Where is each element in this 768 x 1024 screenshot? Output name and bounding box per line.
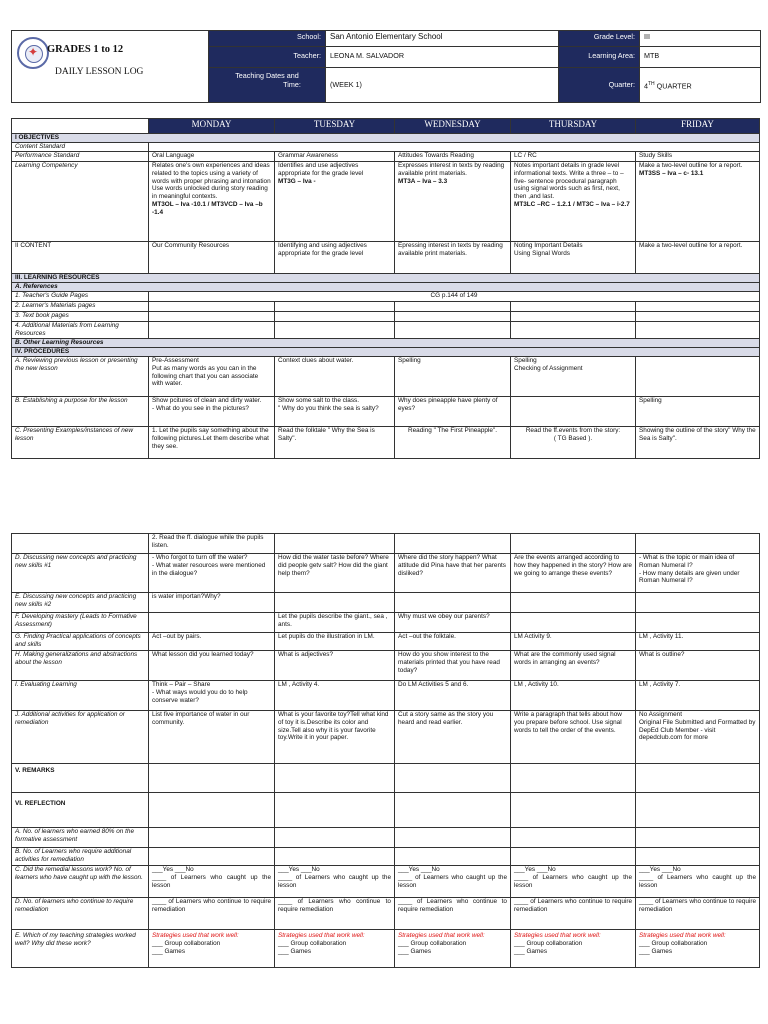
refl-e-tue-text: ___ Group collaboration ___ Games: [278, 939, 347, 955]
perf-fri: Study Skills: [636, 152, 760, 162]
lc-mon-text: Relates one's own experiences and ideas related to the topics using a variety of words with proper phrasing and intonation Use words unlocked during story reading in meaningful contexts.: [152, 162, 271, 201]
refl-e-thu-text: ___ Group collaboration ___ Games: [514, 939, 583, 955]
lc-mon-code: MT3OL – Iva -10.1 / MT3VCD – Iva –b -1.4: [152, 200, 263, 216]
refl-e-thu-heading: Strategies used that work well:: [514, 932, 601, 939]
day-wednesday: WEDNESDAY: [395, 119, 511, 134]
school-value: San Antonio Elementary School: [326, 31, 559, 47]
content-mon: Our Community Resources: [149, 242, 275, 274]
proc-i-mon: Think – Pair – Share - What ways would you do to help conserve water?: [149, 681, 275, 711]
cont-tue: [275, 534, 395, 554]
proc-f-label: F. Developing mastery (Leads to Formative Assessment): [12, 613, 149, 633]
content-label: II CONTENT: [12, 242, 149, 274]
proc-h-wed: How do you show interest to the materials printed that you have read today?: [395, 651, 511, 681]
refl-c-wed: ___Yes ___No ____ of Learners who caught up the lesson: [395, 866, 511, 898]
cont-thu: [511, 534, 636, 554]
content-wed: Epressing interest in texts by reading available print materials.: [395, 242, 511, 274]
perf-tue: Grammar Awareness: [275, 152, 395, 162]
content-thu: Noting Important Details Using Signal Words: [511, 242, 636, 274]
lm-tue: [275, 302, 395, 312]
tb-mon: [149, 312, 275, 322]
proc-a-wed: Spelling: [395, 357, 511, 397]
proc-i-tue: LM , Activity 4.: [275, 681, 395, 711]
day-header-blank: [12, 119, 149, 134]
refl-c-label: C. Did the remedial lessons work? No. of learners who have caught up with the lesson.: [12, 866, 149, 898]
lesson-table-page1: [11, 118, 760, 459]
cont-fri: [636, 534, 760, 554]
remarks-label: V. REMARKS: [12, 764, 149, 793]
tb-tue: [275, 312, 395, 322]
addl-thu: [511, 322, 636, 339]
proc-d-thu: Are the events arranged according to how they happened in the story? How are we going to arrange these events?: [511, 554, 636, 593]
area-label: Learning Area:: [559, 47, 640, 68]
school-label: School:: [208, 31, 326, 47]
other-resources-heading: B. Other Learning Resources: [12, 339, 760, 348]
proc-b-wed: Why does pineapple have plenty of eyes?: [395, 397, 511, 427]
refl-e-label: E. Which of my teaching strategies worked well? Why did these work?: [12, 930, 149, 968]
refl-b-thu: [511, 848, 636, 866]
refl-d-thu: ____ of Learners who continue to require remediation: [511, 898, 636, 930]
proc-f-thu: [511, 613, 636, 633]
proc-f-tue: Let the pupils describe the giant., sea , ants.: [275, 613, 395, 633]
reflection-tue: [275, 793, 395, 828]
proc-a-mon: Pre-Assessment Put as many words as you can in the following chart that you can associate with water.: [149, 357, 275, 397]
proc-c-fri: Showing the outline of the story" Why the Sea is Salty".: [636, 427, 760, 459]
resources-heading: III. LEARNING RESOURCES: [12, 274, 760, 283]
proc-h-thu: What are the commonly used signal words in arranging an events?: [511, 651, 636, 681]
lm-fri: [636, 302, 760, 312]
teacher-value: LEONA M. SALVADOR: [326, 47, 559, 68]
refl-a-label: A. No. of learners who earned 80% on the formative assessment: [12, 828, 149, 848]
dates-label-line1: Teaching Dates and: [235, 71, 299, 80]
proc-e-thu: [511, 593, 636, 613]
refl-e-thu: [511, 930, 636, 968]
proc-c-thu: Read the ff.events from the story: ( TG Based ).: [511, 427, 636, 459]
cont-mon: 2. Read the ff. dialogue while the pupils listen.: [149, 534, 275, 554]
addl-label: 4. Additional Materials from Learning Resources: [12, 322, 149, 339]
deped-seal-icon: [17, 37, 49, 69]
remarks-wed: [395, 764, 511, 793]
refl-c-thu: ___Yes ___No ____ of Learners who caught up the lesson: [511, 866, 636, 898]
refl-e-fri: [636, 930, 760, 968]
refl-a-tue: [275, 828, 395, 848]
perf-mon: Oral Language: [149, 152, 275, 162]
proc-h-mon: What lesson did you learned today?: [149, 651, 275, 681]
proc-f-mon: [149, 613, 275, 633]
proc-c-wed: Reading " The First Pineapple".: [395, 427, 511, 459]
proc-j-wed: Cut a story same as the story you heard and read earlier.: [395, 711, 511, 764]
proc-b-fri: Spelling: [636, 397, 760, 427]
remarks-fri: [636, 764, 760, 793]
proc-i-label: I. Evaluating Learning: [12, 681, 149, 711]
lc-wed-code: MT3A – Iva – 3.3: [398, 177, 448, 185]
refl-b-tue: [275, 848, 395, 866]
proc-c-mon: 1. Let the pupils say something about the following pictures.Let them describe what they see.: [149, 427, 275, 459]
day-thursday: THURSDAY: [511, 119, 636, 134]
proc-a-fri: [636, 357, 760, 397]
teacher-label: Teacher:: [208, 47, 326, 68]
area-value: MTB: [640, 47, 760, 68]
refl-d-tue: ____ of Learners who continue to require remediation: [275, 898, 395, 930]
lc-fri-code: MT3SS – Iva – c- 13.1: [639, 169, 704, 177]
proc-g-fri: LM , Activity 11.: [636, 633, 760, 651]
proc-f-fri: [636, 613, 760, 633]
refl-d-fri: ____ of Learners who continue to require remediation: [636, 898, 760, 930]
grade-label: Grade Level:: [559, 31, 640, 47]
quarter-word: QUARTER: [654, 81, 692, 91]
lc-fri: [636, 162, 760, 242]
lc-wed: [395, 162, 511, 242]
quarter-label: Quarter:: [559, 68, 640, 102]
refl-c-fri: ___Yes ___No ____ of Learners who caught up the lesson: [636, 866, 760, 898]
proc-j-tue: What is your favorite toy?Tell what kind of toy it is.Describe its color and size.Tell also why it is your favorite toy.Write it in your paper.: [275, 711, 395, 764]
refl-a-fri: [636, 828, 760, 848]
lc-tue-code: MT3G – Iva -: [278, 177, 316, 185]
remarks-mon: [149, 764, 275, 793]
perf-wed: Attitudes Towards Reading: [395, 152, 511, 162]
lm-thu: [511, 302, 636, 312]
lm-wed: [395, 302, 511, 312]
content-standard-value: [149, 143, 760, 152]
day-tuesday: TUESDAY: [275, 119, 395, 134]
day-friday: FRIDAY: [636, 119, 760, 134]
lc-thu: [511, 162, 636, 242]
content-standard-label: Content Standard: [12, 143, 149, 152]
objectives-heading: I OBJECTIVES: [12, 134, 760, 143]
lc-tue: [275, 162, 395, 242]
reflection-mon: [149, 793, 275, 828]
performance-standard-label: Performance Standard: [12, 152, 149, 162]
proc-j-fri: No Assignment Original File Submitted and Formatted by DepEd Club Member - visit depedclub.com for more: [636, 711, 760, 764]
proc-a-thu: Spelling Checking of Assignment: [511, 357, 636, 397]
refl-a-thu: [511, 828, 636, 848]
refl-b-wed: [395, 848, 511, 866]
proc-g-wed: Act –out the folktale.: [395, 633, 511, 651]
addl-fri: [636, 322, 760, 339]
dates-label-line2: Time:: [283, 80, 301, 89]
header-info-grid: [208, 31, 760, 102]
learning-competency-label: Learning Competency: [12, 162, 149, 242]
refl-e-mon-text: ___ Group collaboration ___ Games: [152, 939, 221, 955]
proc-h-tue: What is adjectives?: [275, 651, 395, 681]
proc-b-mon: Show pcitures of clean and dirty water. - What do you see in the pictures?: [149, 397, 275, 427]
proc-d-fri: - What is the topic or main idea of Roman Numeral I? - How many details are given under Roman Numeral I?: [636, 554, 760, 593]
proc-g-tue: Let pupils do the illustration in LM.: [275, 633, 395, 651]
tb-thu: [511, 312, 636, 322]
lc-thu-code: MT3LC –RC – 1.2.1 / MT3C – Iva – i-2.7: [514, 200, 630, 208]
proc-b-tue: Show some salt to the class. " Why do you think the sea is salty?: [275, 397, 395, 427]
references-heading: A. References: [12, 283, 760, 292]
lc-wed-text: Expresses interest in texts by reading available print materials.: [398, 162, 505, 177]
header-block: [11, 30, 761, 103]
proc-e-label: E. Discussing new concepts and practicing new skills #2: [12, 593, 149, 613]
lc-fri-text: Make a two-level outline for a report.: [639, 162, 743, 169]
remarks-tue: [275, 764, 395, 793]
procedures-heading: IV. PROCEDURES: [12, 348, 760, 357]
lc-thu-text: Notes important details in grade level informational texts. Write a three – to –five- sentence procedural paragraph using signal words such as first, next, then ,and last.: [514, 162, 624, 201]
doc-title-dll: DAILY LESSON LOG: [55, 67, 144, 77]
refl-d-label: D. No. of learners who continue to require remediation: [12, 898, 149, 930]
proc-c-tue: Read the folktale " Why the Sea is Salty".: [275, 427, 395, 459]
reflection-label: VI. REFLECTION: [12, 793, 149, 828]
reflection-wed: [395, 793, 511, 828]
proc-b-thu: [511, 397, 636, 427]
lm-label: 2. Learner's Materials pages: [12, 302, 149, 312]
quarter-sup: TH: [648, 81, 655, 87]
proc-a-tue: Context clues about water.: [275, 357, 395, 397]
cont-wed: [395, 534, 511, 554]
proc-g-label: G. Finding Practical applications of concepts and skills: [12, 633, 149, 651]
lc-mon: [149, 162, 275, 242]
tg-value: CG p.144 of 149: [149, 292, 760, 302]
proc-e-mon: is water importan?Why?: [149, 593, 275, 613]
refl-e-wed-heading: Strategies used that work well:: [398, 932, 485, 939]
lm-mon: [149, 302, 275, 312]
reflection-thu: [511, 793, 636, 828]
proc-e-fri: [636, 593, 760, 613]
tg-label: 1. Teacher's Guide Pages: [12, 292, 149, 302]
content-tue: Identifying and using adjectives appropriate for the grade level: [275, 242, 395, 274]
proc-j-thu: Write a paragraph that tells about how you prepare before school. Use signal words to tell the order of the events.: [511, 711, 636, 764]
remarks-thu: [511, 764, 636, 793]
day-header-row: [12, 119, 760, 134]
refl-e-fri-heading: Strategies used that work well:: [639, 932, 726, 939]
dates-value: (WEEK 1): [326, 68, 559, 102]
addl-mon: [149, 322, 275, 339]
refl-d-wed: ____ of Learners who continue to require remediation: [395, 898, 511, 930]
proc-i-fri: LM , Activity 7.: [636, 681, 760, 711]
addl-wed: [395, 322, 511, 339]
refl-c-tue: ___Yes ___No ____ of Learners who caught up the lesson: [275, 866, 395, 898]
refl-e-fri-text: ___ Group collaboration ___ Games: [639, 939, 708, 955]
doc-title-grades: GRADES 1 to 12: [47, 44, 124, 55]
refl-b-label: B. No. of Learners who require additional activities for remediation: [12, 848, 149, 866]
refl-a-wed: [395, 828, 511, 848]
reflection-fri: [636, 793, 760, 828]
lc-tue-text: Identifies and use adjectives appropriate for the grade level: [278, 162, 364, 177]
addl-tue: [275, 322, 395, 339]
proc-d-wed: Where did the story happen? What attitude did Pina have that her parents disliked?: [395, 554, 511, 593]
lesson-table-page2: [11, 533, 760, 968]
proc-a-label: A. Reviewing previous lesson or presenting the new lesson: [12, 357, 149, 397]
refl-b-fri: [636, 848, 760, 866]
refl-e-mon: [149, 930, 275, 968]
proc-c-label: C. Presenting Examples/instances of new lesson: [12, 427, 149, 459]
dates-label: [208, 68, 326, 102]
proc-h-fri: What is outline?: [636, 651, 760, 681]
tb-fri: [636, 312, 760, 322]
tb-wed: [395, 312, 511, 322]
refl-e-wed: [395, 930, 511, 968]
proc-f-wed: Why must we obey our parents?: [395, 613, 511, 633]
refl-c-mon: ___Yes ___No ____ of Learners who caught up the lesson: [149, 866, 275, 898]
proc-e-wed: [395, 593, 511, 613]
refl-b-mon: [149, 848, 275, 866]
proc-e-tue: [275, 593, 395, 613]
quarter-value: [640, 68, 760, 102]
proc-g-thu: LM Activity 9.: [511, 633, 636, 651]
proc-d-tue: How did the water taste before? Where did people getv salt? How did the giant help them?: [275, 554, 395, 593]
day-monday: MONDAY: [149, 119, 275, 134]
proc-g-mon: Act –out by pairs.: [149, 633, 275, 651]
refl-e-tue-heading: Strategies used that work well:: [278, 932, 365, 939]
refl-e-mon-heading: Strategies used that work well:: [152, 932, 239, 939]
proc-b-label: B. Establishing a purpose for the lesson: [12, 397, 149, 427]
proc-i-thu: LM , Activity 10.: [511, 681, 636, 711]
proc-h-label: H. Making generalizations and abstractions about the lesson: [12, 651, 149, 681]
proc-d-label: D. Discussing new concepts and practicing new skills #1: [12, 554, 149, 593]
grade-value: III: [640, 31, 760, 47]
proc-j-label: J. Additional activities for application or remediation: [12, 711, 149, 764]
quarter-num: 4: [644, 81, 648, 91]
cont-label: [12, 534, 149, 554]
refl-e-wed-text: ___ Group collaboration ___ Games: [398, 939, 467, 955]
proc-j-mon: List five importance of water in our community.: [149, 711, 275, 764]
tb-label: 3. Text book pages: [12, 312, 149, 322]
content-fri: Make a two-level outline for a report.: [636, 242, 760, 274]
refl-d-mon: ____ of Learners who continue to require remediation: [149, 898, 275, 930]
refl-e-tue: [275, 930, 395, 968]
proc-d-mon: - Who forgot to turn off the water? - What water resources were mentioned in the dialogue?: [149, 554, 275, 593]
proc-i-wed: Do LM Activities 5 and 6.: [395, 681, 511, 711]
refl-a-mon: [149, 828, 275, 848]
perf-thu: LC / RC: [511, 152, 636, 162]
